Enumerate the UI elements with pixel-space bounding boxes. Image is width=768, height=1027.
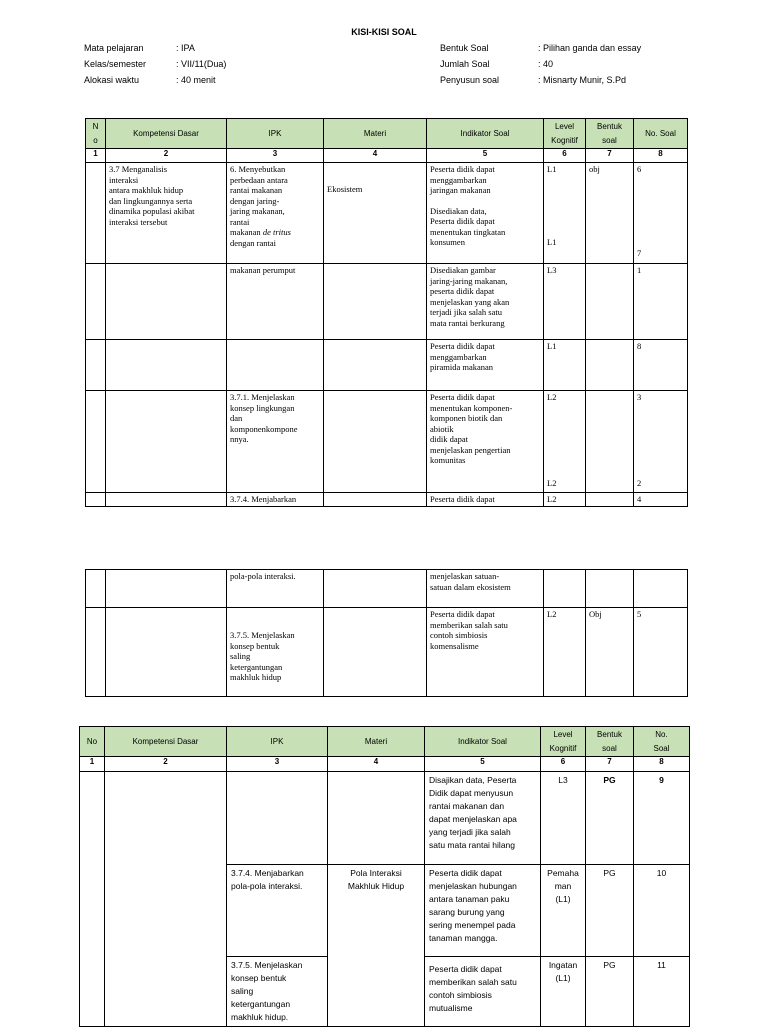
column-number: 7	[586, 149, 634, 163]
cell-level: L3	[541, 772, 586, 865]
cell-kompetensi-dasar: 3.7 Menganalisis interaksi antara makhluk hidup dan lingkungannya serta dinamika populasi akibat interaksi tersebut	[106, 163, 227, 264]
table-row	[86, 608, 688, 697]
cell-bentuk: PG	[586, 865, 634, 957]
info-label: Alokasi waktu	[84, 75, 140, 85]
column-number: 5	[425, 757, 541, 772]
column-number: 6	[544, 149, 586, 163]
info-left	[84, 40, 226, 88]
cell-level: L2 L2	[544, 391, 586, 493]
cell-ipk: 3.7.4. Menjabarkan pola-pola interaksi.	[227, 865, 328, 957]
cell-no	[86, 163, 106, 264]
header-no-soal: No. Soal	[634, 727, 690, 757]
cell-ipk: pola-pola interaksi.	[227, 570, 324, 608]
cell-ipk: 3.7.4. Menjabarkan	[227, 493, 324, 507]
info-value: : 40 menit	[176, 75, 216, 85]
info-value: : Misnarty Munir, S.Pd	[538, 75, 627, 85]
cell-bentuk: Obj	[586, 608, 634, 697]
cell-no-soal: 3 2	[634, 391, 688, 493]
table-row	[86, 340, 688, 391]
info-value: : Pilihan ganda dan essay	[538, 43, 642, 53]
column-number: 5	[427, 149, 544, 163]
header-materi: Materi	[328, 727, 425, 757]
cell-indikator: Peserta didik dapat menentukan komponen- komponen biotik dan abiotik didik dapat menjelaskan pengertian komunitas	[427, 391, 544, 493]
cell-indikator: Peserta didik dapat menggambarkan piramida makanan	[427, 340, 544, 391]
header-indikator-soal: Indikator Soal	[425, 727, 541, 757]
info-value: : 40	[538, 59, 554, 69]
info-right	[440, 40, 641, 88]
cell-indikator: menjelaskan satuan- satuan dalam ekosistem	[427, 570, 544, 608]
cell-materi: Ekosistem	[324, 163, 427, 264]
header-ipk: IPK	[227, 119, 324, 149]
cell-materi: Pola Interaksi Makhluk Hidup	[328, 865, 425, 1027]
cell-no-soal: 8	[634, 340, 688, 391]
cell-level: L2	[544, 493, 586, 507]
info-label: Jumlah Soal	[440, 59, 490, 69]
info-label: Mata pelajaran	[84, 43, 144, 53]
cell-indikator: Peserta didik dapat menggambarkan jaringan makanan Disediakan data, Peserta didik dapat menentukan tingkatan konsumen	[427, 163, 544, 264]
cell-no-soal: 1	[634, 264, 688, 340]
table-row	[86, 493, 688, 507]
info-value: : VII/11(Dua)	[176, 59, 227, 69]
kisi-table-1	[85, 118, 688, 507]
kisi-table-2	[79, 726, 690, 1027]
cell-no-soal: 5	[634, 608, 688, 697]
column-number: 2	[105, 757, 227, 772]
cell-level: Ingatan (L1)	[541, 957, 586, 1027]
header-indikator-soal: Indikator Soal	[427, 119, 544, 149]
cell-ipk: 3.7.1. Menjelaskan konsep lingkungan dan komponenkompone nnya.	[227, 391, 324, 493]
column-number: 8	[634, 757, 690, 772]
cell-bentuk: obj	[586, 163, 634, 264]
column-number: 1	[86, 149, 106, 163]
header-no: No	[80, 727, 105, 757]
cell-level: L1	[544, 340, 586, 391]
column-number: 4	[324, 149, 427, 163]
column-number: 4	[328, 757, 425, 772]
header-materi: Materi	[324, 119, 427, 149]
header-ipk: IPK	[227, 727, 328, 757]
cell-indikator: Peserta didik dapat menjelaskan hubungan antara tanaman paku sarang burung yang sering menempel pada tanaman mangga.	[425, 865, 541, 957]
header-kompetensi-dasar: Kompetensi Dasar	[106, 119, 227, 149]
document-title: KISI-KISI SOAL	[351, 27, 417, 37]
table-row	[86, 163, 688, 264]
cell-no-soal: 11	[634, 957, 690, 1027]
column-number: 3	[227, 757, 328, 772]
cell-bentuk: PG	[586, 772, 634, 865]
table-row	[80, 772, 690, 865]
header-bentuk-soal: Bentuk soal	[586, 727, 634, 757]
header-no-soal: No. Soal	[634, 119, 688, 149]
column-number: 7	[586, 757, 634, 772]
cell-indikator: Peserta didik dapat memberikan salah satu contoh simbiosis komensalisme	[427, 608, 544, 697]
cell-ipk: 6. Menyebutkan perbedaan antara rantai makanan dengan jaring- jaring makanan, rantai makanan de tritus dengan rantai	[227, 163, 324, 264]
cell-no-soal: 6 7	[634, 163, 688, 264]
info-value: : IPA	[176, 43, 195, 53]
column-number: 8	[634, 149, 688, 163]
cell-ipk: 3.7.5. Menjelaskan konsep bentuk saling ketergantungan makhluk hidup	[227, 608, 324, 697]
header-kompetensi-dasar: Kompetensi Dasar	[105, 727, 227, 757]
cell-level: L3	[544, 264, 586, 340]
table-row	[86, 391, 688, 493]
header-bentuk-soal: Bentuk soal	[586, 119, 634, 149]
cell-ipk: 3.7.5. Menjelaskan konsep bentuk saling ketergantungan makhluk hidup.	[227, 957, 328, 1027]
cell-no-soal: 9	[634, 772, 690, 865]
column-number: 2	[106, 149, 227, 163]
info-label: Penyusun soal	[440, 75, 500, 85]
cell-indikator: Disajikan data, Peserta Didik dapat menyusun rantai makanan dan dapat menjelaskan apa yang terjadi jika salah satu mata rantai hilang	[425, 772, 541, 865]
kisi-table-1-continued	[85, 569, 688, 697]
cell-no-soal: 4	[634, 493, 688, 507]
column-number: 3	[227, 149, 324, 163]
cell-bentuk: PG	[586, 957, 634, 1027]
info-label: Kelas/semester	[84, 59, 147, 69]
table-row	[86, 264, 688, 340]
table-row	[86, 570, 688, 608]
cell-no-soal: 10	[634, 865, 690, 957]
column-number: 1	[80, 757, 105, 772]
cell-level: Pemaha man (L1)	[541, 865, 586, 957]
cell-indikator: Disediakan gambar jaring-jaring makanan, peserta didik dapat menjelaskan yang akan terjadi jika salah satu mata rantai berkurang	[427, 264, 544, 340]
cell-level: L2	[544, 608, 586, 697]
cell-level: L1 L1	[544, 163, 586, 264]
info-label: Bentuk Soal	[440, 43, 489, 53]
header-level-kognitif: Level Kognitif	[541, 727, 586, 757]
header-level-kognitif: Level Kognitif	[544, 119, 586, 149]
cell-indikator: Peserta didik dapat memberikan salah satu contoh simbiosis mutualisme	[425, 957, 541, 1027]
column-number: 6	[541, 757, 586, 772]
header-no: N o	[86, 119, 106, 149]
cell-ipk: makanan perumput	[227, 264, 324, 340]
cell-indikator: Peserta didik dapat	[427, 493, 544, 507]
